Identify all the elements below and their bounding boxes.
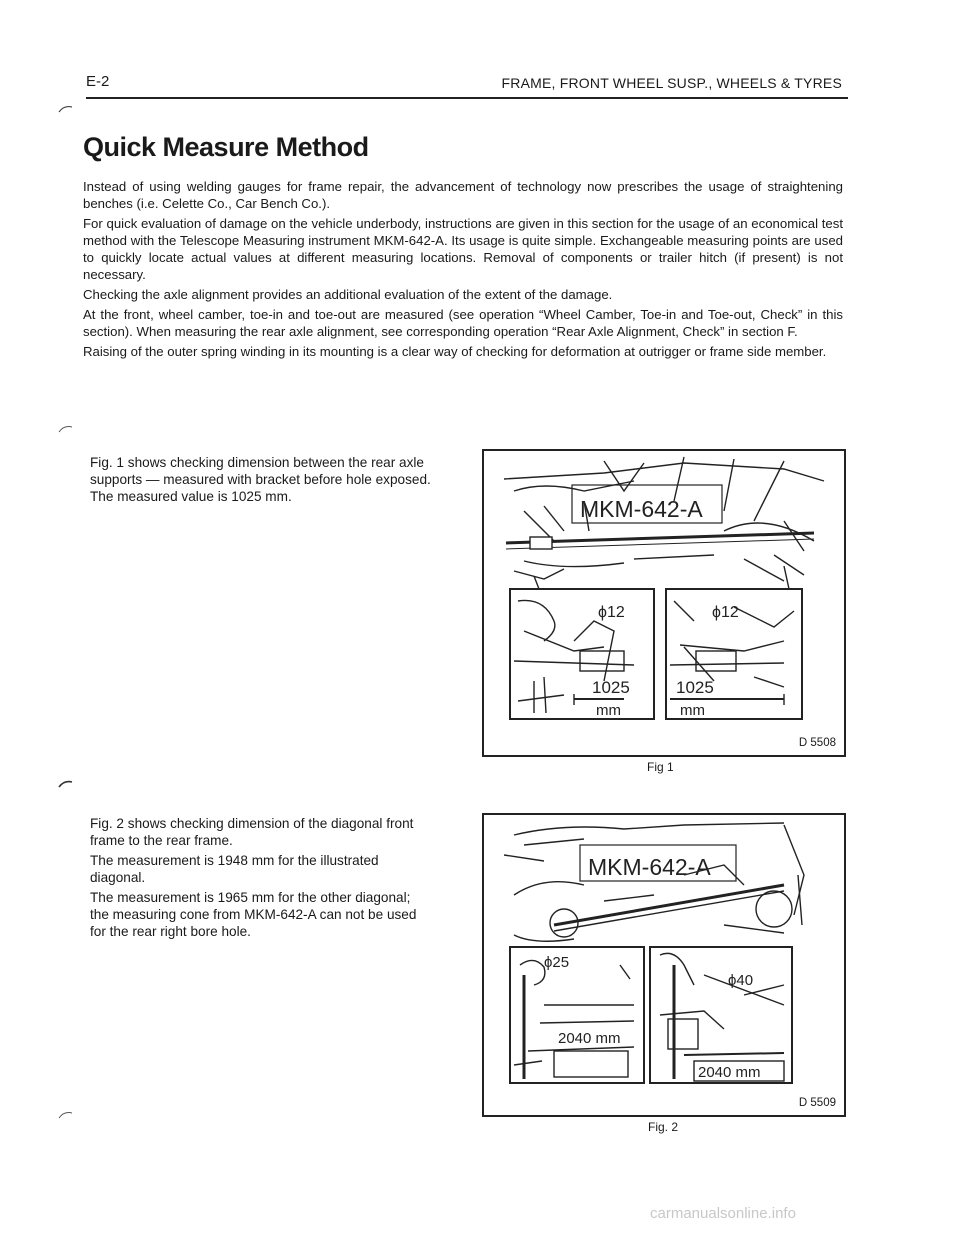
fig2-drawing: [484, 815, 844, 1115]
fig1-dia-right: ϕ12: [712, 604, 739, 621]
fig2-caption: Fig. 2: [648, 1120, 679, 1134]
fig1-number: D 5508: [798, 737, 836, 749]
intro-paragraph: At the front, wheel camber, toe-in and toe-out are measured (see operation “Wheel Camber, Toe-in and Toe-out, Check” in this section). When measuring the rear axle alignment, see corresponding operation “Rear Axle Alignment, Check” in section F.: [83, 307, 843, 339]
intro-paragraph: Raising of the outer spring winding in its mounting is a clear way of checking for deformation at outrigger or frame side member.: [83, 344, 827, 359]
fig2-dim-right: 2040 mm: [698, 1064, 761, 1081]
fig2-description: [90, 815, 432, 940]
margin-mark: [58, 424, 74, 434]
fig2-dia-left: ϕ25: [544, 954, 570, 971]
fig2-paragraph: Fig. 2 shows checking dimension of the diagonal front frame to the rear frame.: [90, 816, 414, 848]
margin-mark: [58, 1110, 74, 1120]
intro-text: [83, 178, 843, 363]
fig1-caption: Fig 1: [647, 760, 674, 774]
intro-paragraph: Instead of using welding gauges for frame repair, the advancement of technology now prescribes the usage of straightening benches (i.e. Celette Co., Car Bench Co.).: [83, 179, 843, 211]
fig2-dim-left: 2040 mm: [558, 1030, 621, 1047]
margin-mark: [58, 104, 74, 114]
intro-paragraph: Checking the axle alignment provides an additional evaluation of the extent of the damage.: [83, 287, 613, 302]
fig1-description: [90, 454, 432, 505]
fig1-illustration: [482, 449, 846, 757]
section-title: FRAME, FRONT WHEEL SUSP., WHEELS & TYRES: [501, 75, 842, 91]
margin-mark: [58, 779, 74, 789]
fig1-paragraph: Fig. 1 shows checking dimension between the rear axle supports — measured with bracket before hole exposed. The measured value is 1025 mm.: [90, 455, 431, 504]
fig2-number: D 5509: [798, 1097, 836, 1109]
fig2-tool-label: MKM-642-A: [588, 854, 711, 880]
fig2-dia-right: ϕ40: [728, 972, 754, 989]
fig2-illustration: [482, 813, 846, 1117]
fig2-paragraph: The measurement is 1965 mm for the other diagonal; the measuring cone from MKM-642-A can not be used for the rear right bore hole.: [90, 890, 417, 939]
fig1-tool-label: MKM-642-A: [580, 496, 703, 522]
page-header: [86, 73, 848, 99]
page-id: E-2: [86, 73, 110, 90]
fig1-unit-right: mm: [680, 702, 705, 719]
intro-paragraph: For quick evaluation of damage on the vehicle underbody, instructions are given in this section for the usage of an economical test method with the Telescope Measuring instrument MKM-642-A. Its usage is quite simple. Exchangeable measuring points are used to quickly locate actual values at different measuring locations. Removal of components or trailer hitch (if present) is not necessary.: [83, 216, 843, 282]
fig1-dim-right: 1025: [676, 678, 714, 697]
fig1-drawing: [484, 451, 844, 755]
fig1-dia-left: ϕ12: [598, 604, 625, 621]
fig1-unit-left: mm: [596, 702, 621, 719]
fig1-dim-left: 1025: [592, 678, 630, 697]
watermark: carmanualsonline.info: [650, 1205, 796, 1222]
page-title: Quick Measure Method: [83, 132, 369, 162]
fig2-paragraph: The measurement is 1948 mm for the illustrated diagonal.: [90, 853, 379, 885]
